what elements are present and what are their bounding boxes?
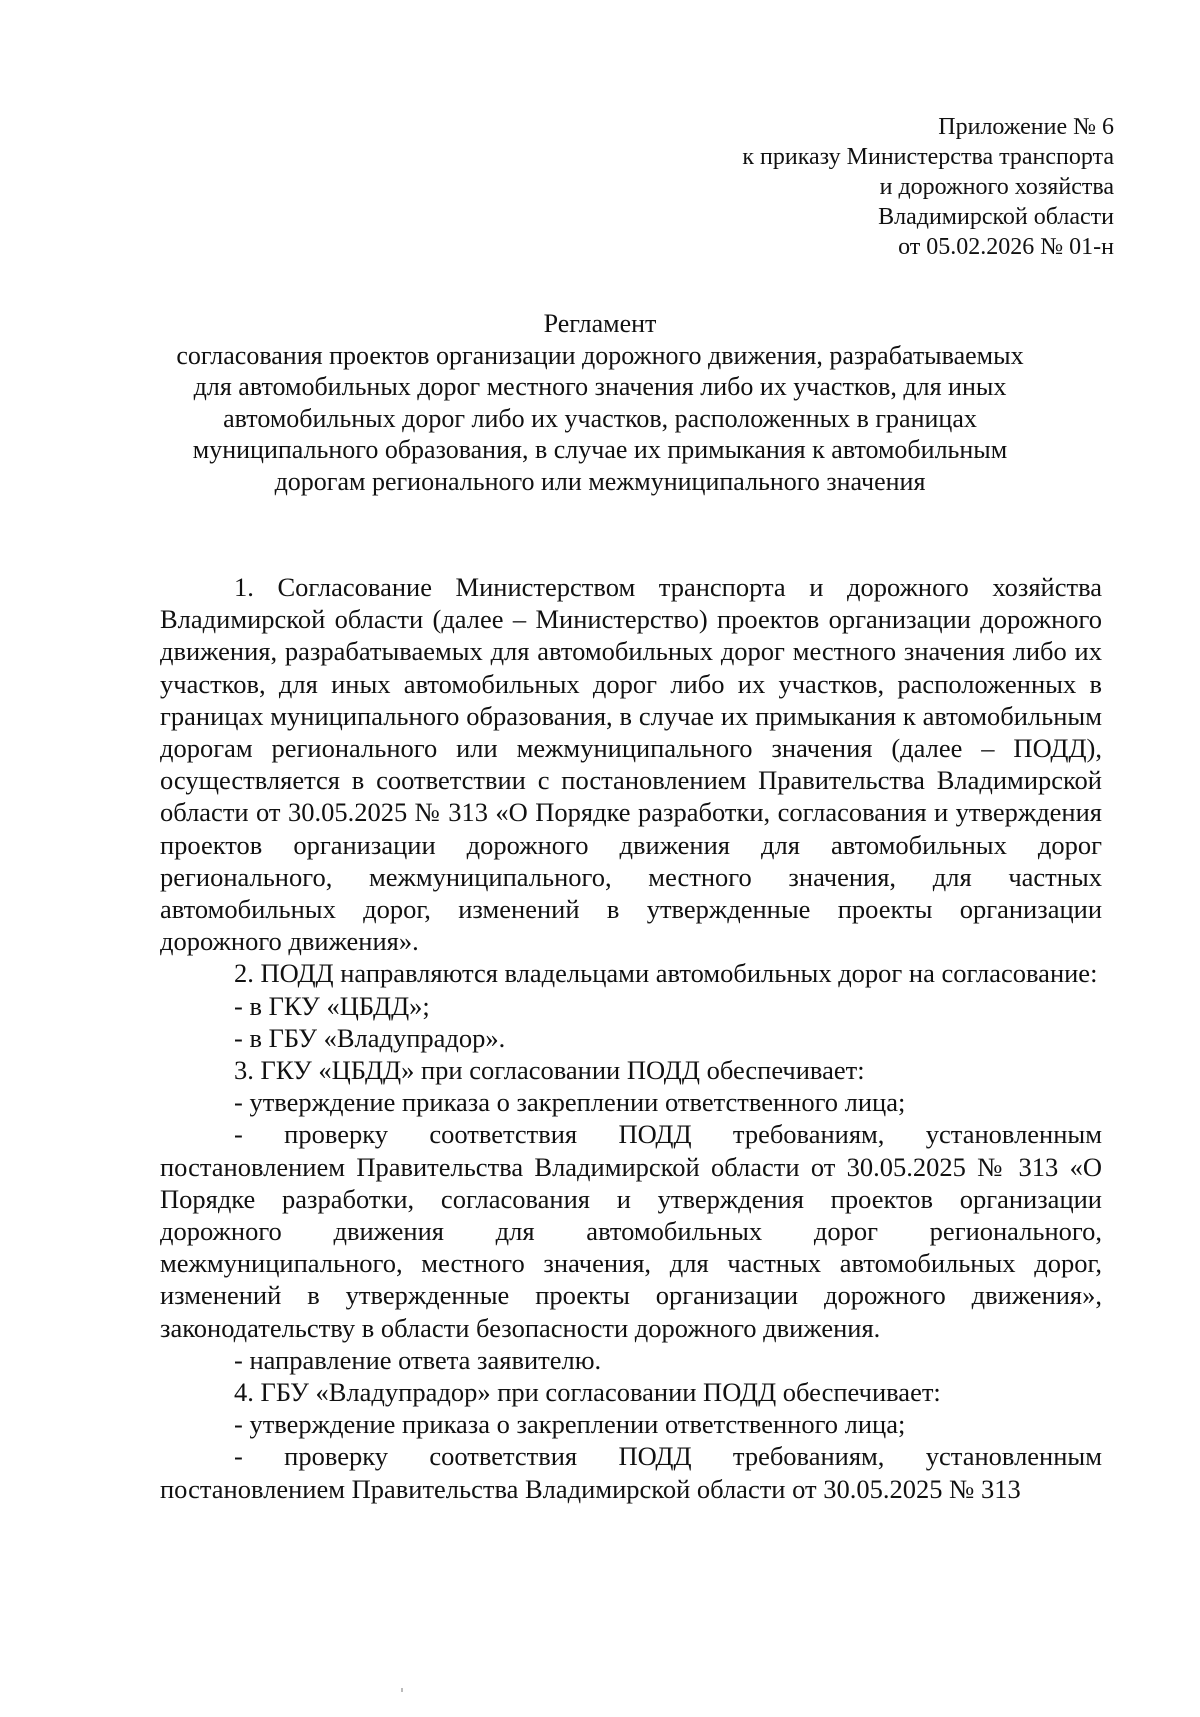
paragraph-3-item: - утверждение приказа о закреплении ответственного лица; <box>234 1087 906 1118</box>
appendix-region-line: Владимирской области <box>878 204 1114 230</box>
paragraph-4-item: - утверждение приказа о закреплении ответственного лица; <box>234 1409 906 1440</box>
appendix-date-line: от 05.02.2026 № 01-н <box>898 234 1114 260</box>
appendix-header <box>614 112 1114 262</box>
paragraph-3-item: - проверку соответствия ПОДД требованиям, установленным постановлением Правительства Владимирской области от 30.05.2025 № 313 «О Порядке разработки, согласования и утверждения проектов организации дорожного движения для автомобильных дорог регионального, межмуниципального, местного значения, для частных автомобильных дорог, изменений в утвержденные проекты организации дорожного движения», законодательству в области безопасности дорожного движения. <box>160 1119 1102 1343</box>
appendix-number: Приложение № 6 <box>938 114 1114 140</box>
paragraph-4: 4. ГБУ «Владупрадор» при согласовании ПОДД обеспечивает: <box>234 1377 941 1408</box>
paragraph-3: 3. ГКУ «ЦБДД» при согласовании ПОДД обеспечивает: <box>234 1055 865 1086</box>
paragraph-1: 1. Согласование Министерством транспорта и дорожного хозяйства Владимирской области (далее – Министерство) проектов организации дорожного движения, разрабатываемых для автомобильных дорог местного значения либо их участков, для иных автомобильных дорог либо их участков, расположенных в границах муниципального образования, в случае их примыкания к автомобильным дорогам регионального или межмуниципального значения (далее – ПОДД), осуществляется в соответствии с постановлением Правительства Владимирской области от 30.05.2025 № 313 «О Порядке разработки, согласования и утверждения проектов организации дорожного движения для автомобильных дорог регионального, межмуниципального, местного значения, для частных автомобильных дорог, изменений в утвержденные проекты организации дорожного движения». <box>160 572 1102 957</box>
scan-artifact <box>401 1688 403 1692</box>
paragraph-4-item: - проверку соответствия ПОДД требованиям, установленным постановлением Правительства Владимирской области от 30.05.2025 № 313 <box>160 1441 1102 1504</box>
document-title <box>130 308 1070 497</box>
title-subtitle-line: для автомобильных дорог местного значения либо их участков, для иных <box>193 372 1007 401</box>
title-subtitle-line: муниципального образования, в случае их примыкания к автомобильным <box>192 435 1008 464</box>
title-subtitle-line: автомобильных дорог либо их участков, расположенных в границах <box>223 403 977 433</box>
appendix-ministry-line: и дорожного хозяйства <box>879 174 1114 200</box>
paragraph-2: 2. ПОДД направляются владельцами автомобильных дорог на согласование: <box>234 958 1098 989</box>
appendix-order-line: к приказу Министерства транспорта <box>742 144 1114 170</box>
title-subtitle-line: дорогам регионального или межмуниципального значения <box>274 466 926 496</box>
paragraph-3-item: - направление ответа заявителю. <box>234 1344 602 1375</box>
title-subtitle-line: согласования проектов организации дорожного движения, разрабатываемых <box>176 340 1024 370</box>
paragraph-2-item: - в ГБУ «Владупрадор». <box>234 1022 506 1053</box>
paragraph-2-item: - в ГКУ «ЦБДД»; <box>234 990 430 1021</box>
document-body <box>160 571 1102 1505</box>
title-heading: Регламент <box>543 309 657 338</box>
